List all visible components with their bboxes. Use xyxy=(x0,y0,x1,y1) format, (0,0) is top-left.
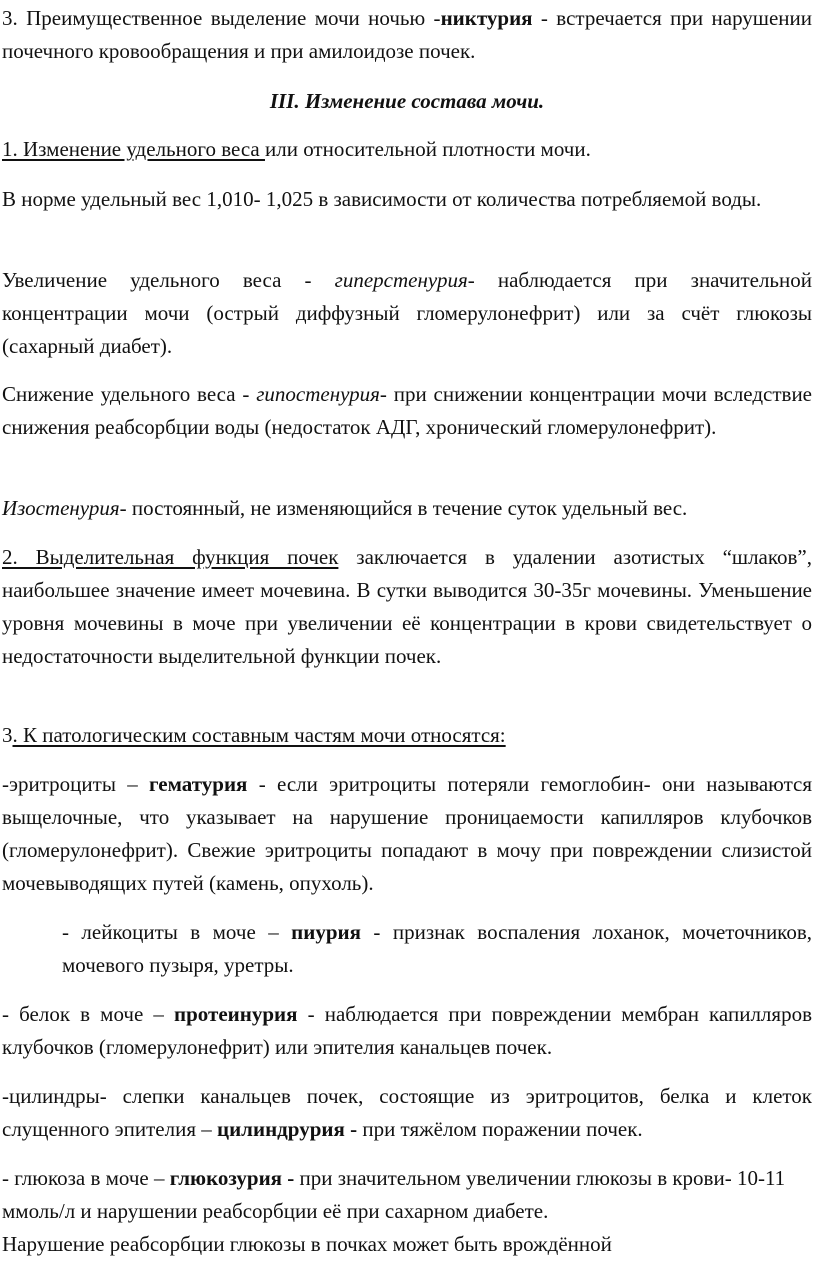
text: - если эритроциты потеряли гемоглобин- они называются выщелочные, что указывает на нарушение проницаемости капилляров клубочков (гломерулонефрит). Свежие эритроциты попадают в мочу при повреждении слизистой мочевыводящих путей (камень, опухоль). xyxy=(2,772,812,895)
term-hyposthenuria: гипостенурия xyxy=(256,382,380,406)
paragraph-pathological-components xyxy=(2,719,812,752)
term-glucosuria: глюкозурия - xyxy=(169,1166,295,1190)
paragraph-nocturia xyxy=(2,2,812,68)
text: - наблюдается при повреждении мембран капилляров клубочков (гломерулонефрит) или эпителия канальцев почек. xyxy=(2,1002,812,1059)
subheading-pathological-components: . К патологическим составным частям мочи относятся: xyxy=(12,723,506,747)
text: при тяжёлом поражении почек. xyxy=(357,1117,643,1141)
paragraph-cylindruria xyxy=(2,1080,812,1146)
text: В норме удельный вес 1,010- 1,025 в зависимости от количества потребляемой воды. xyxy=(2,187,762,211)
text: заключается в удалении азотистых “шлаков”, наибольшее значение имеет мочевина. В сутки выводится 30-35г мочевины. Уменьшение уровня мочевины в моче при увеличении её концентрации в крови свидетельствует о недостаточности выделительной функции почек. xyxy=(2,545,812,668)
term-pyuria: пиурия xyxy=(291,920,361,944)
text: -цилиндры- слепки канальцев почек, состоящие из эритроцитов, белка и клеток слущенного эпителия – xyxy=(2,1084,812,1141)
subheading-specific-gravity: 1. Изменение удельного веса xyxy=(2,137,265,161)
paragraph-pyuria xyxy=(62,916,812,982)
term-proteinuria: протеинурия xyxy=(174,1002,298,1026)
term-hematuria: гематурия xyxy=(149,772,248,796)
subheading-excretory-function: 2. Выделительная функция почек xyxy=(2,545,339,569)
paragraph-excretory-function xyxy=(2,541,812,673)
text: Увеличение удельного веса - xyxy=(2,268,335,292)
paragraph-hypersthenuria xyxy=(2,264,812,363)
paragraph-isosthenuria xyxy=(2,492,812,525)
section-heading xyxy=(2,85,812,118)
text: - наблюдается при значительной концентрации мочи (острый диффузный гломерулонефрит) или за счёт глюкозы (сахарный диабет). xyxy=(2,268,812,358)
paragraph-specific-gravity-title xyxy=(2,133,812,166)
term-cylindruria: цилиндрурия - xyxy=(216,1117,358,1141)
term-nocturia: никтурия xyxy=(440,6,533,30)
paragraph-hematuria xyxy=(2,768,812,900)
text: - лейкоциты в моче – xyxy=(62,920,292,944)
paragraph-normal-gravity xyxy=(2,183,812,216)
text: - признак воспаления лоханок, мочеточников, мочевого пузыря, уретры. xyxy=(62,920,812,977)
term-isosthenuria: Изостенурия xyxy=(2,496,120,520)
text: 3 xyxy=(2,723,13,747)
paragraph-hyposthenuria xyxy=(2,378,812,444)
section-heading-text: III. Изменение состава мочи. xyxy=(269,89,545,113)
text: Снижение удельного веса - xyxy=(2,382,257,406)
text: - встречается при нарушении почечного кровообращения и при амилоидозе почек. xyxy=(2,6,813,63)
text: - белок в моче – xyxy=(2,1002,175,1026)
paragraph-glucose-reabsorption xyxy=(2,1228,812,1261)
term-hypersthenuria: гиперстенурия xyxy=(334,268,468,292)
text: Нарушение реабсорбции глюкозы в почках может быть врождённой xyxy=(2,1232,612,1256)
text: при значительном увеличении глюкозы в крови- 10-11 ммоль/л и нарушении реабсорбции её при сахарном диабете. xyxy=(2,1166,786,1223)
text: - глюкоза в моче – xyxy=(2,1166,170,1190)
paragraph-proteinuria xyxy=(2,998,812,1064)
text: или относительной плотности мочи. xyxy=(264,137,591,161)
text: - при снижении концентрации мочи вследствие снижения реабсорбции воды (недостаток АДГ, хронический гломерулонефрит). xyxy=(2,382,812,439)
text: - постоянный, не изменяющийся в течение суток удельный вес. xyxy=(119,496,688,520)
text: -эритроциты – xyxy=(2,772,150,796)
text: 3. Преимущественное выделение мочи ночью - xyxy=(2,6,441,30)
paragraph-glucosuria xyxy=(2,1162,812,1228)
